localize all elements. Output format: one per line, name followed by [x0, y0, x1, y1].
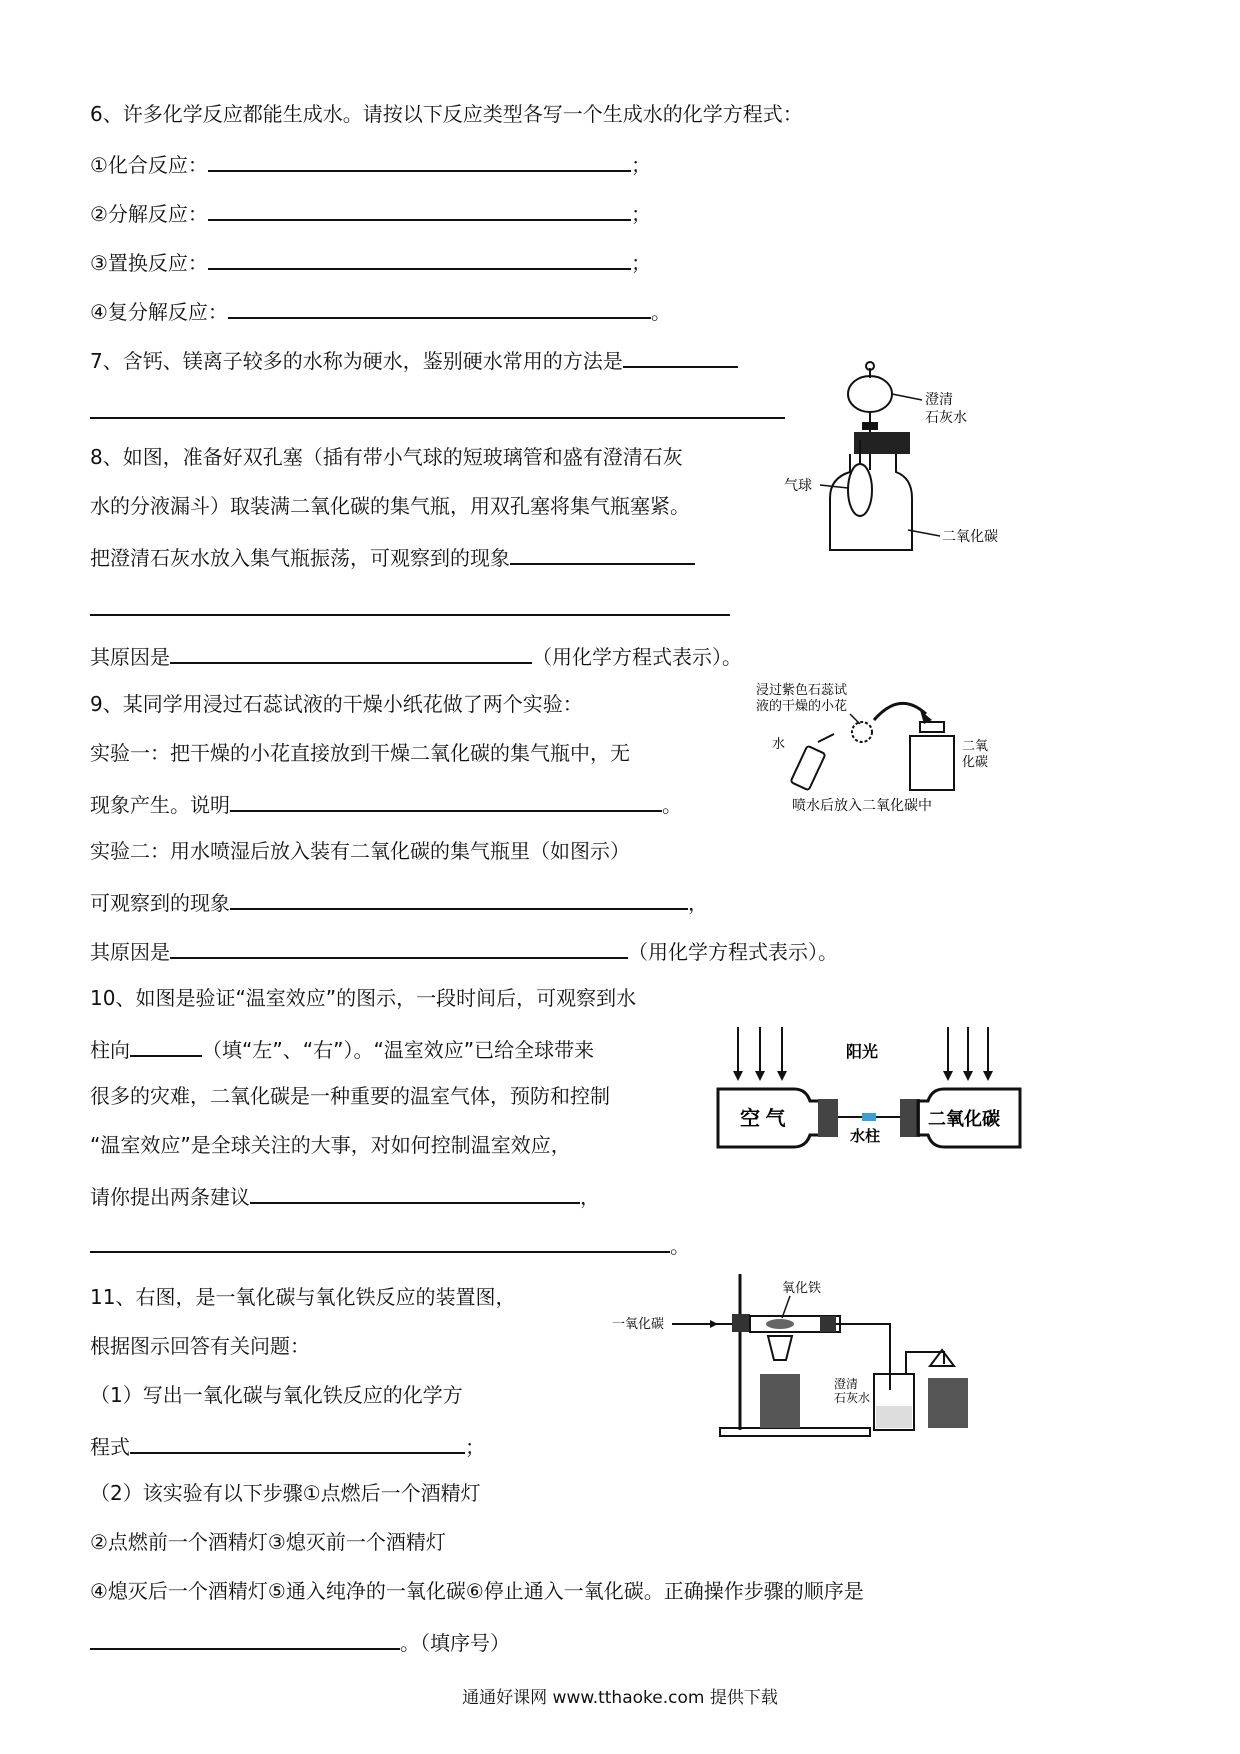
q8-line1: 8、如图，准备好双孔塞（插有带小气球的短玻璃管和盛有澄清石灰: [90, 445, 683, 469]
q6-b-blank[interactable]: [208, 197, 631, 221]
q8-figure: [784, 360, 1020, 560]
q8-reason-note: （用化学方程式表示）。: [532, 645, 742, 669]
q6-d-end: 。: [650, 300, 671, 324]
q10-fig-sunlight: 阳光: [846, 1044, 879, 1061]
q9-reason-label: 其原因是: [90, 940, 170, 964]
q11-part3: ②点燃前一个酒精灯③熄灭前一个酒精灯: [90, 1530, 446, 1554]
q10-comma: ，: [580, 1185, 600, 1209]
q9-exp1-end: 。: [662, 793, 682, 817]
q6-c-blank[interactable]: [208, 246, 631, 270]
q6-a-label: ①化合反应：: [90, 153, 208, 177]
q10-figure: [710, 1025, 1030, 1165]
q10-line2-b: （填“左”、“右”）。“温室效应”已给全球带来: [202, 1038, 595, 1062]
q6-b-semi: ；: [630, 202, 651, 226]
q10-suggestion-blank[interactable]: [250, 1180, 580, 1204]
q11-fig-co: 一氧化碳: [612, 1316, 665, 1331]
q10-line3: 很多的灾难，二氧化碳是一种重要的温室气体，预防和控制: [90, 1084, 610, 1108]
q10-line5-text: 请你提出两条建议: [90, 1185, 250, 1209]
q6-a-semi: ；: [630, 153, 651, 177]
q11-part5: [90, 1626, 510, 1657]
q11-fig-limewater-1: 澄清: [834, 1377, 859, 1391]
q9-observe-label: 可观察到的现象: [90, 891, 230, 915]
q11-part1-a: （1）写出一氧化碳与氧化铁反应的化学方: [90, 1383, 463, 1407]
q9-exp2: 实验二：用水喷湿后放入装有二氧化碳的集气瓶里（如图示）: [90, 839, 630, 863]
q8-fig-co2: 二氧化碳: [942, 528, 998, 544]
page-footer: 通通好课网 www.tthaoke.com 提供下载: [462, 1688, 778, 1708]
q6-b-label: ②分解反应：: [90, 202, 208, 226]
q8-phenomenon-blank[interactable]: [510, 541, 695, 565]
q7-blank[interactable]: [623, 344, 738, 368]
q8-line3-text: 把澄清石灰水放入集气瓶振荡，可观察到的现象: [90, 546, 510, 570]
q8-fig-limewater-2: 石灰水: [925, 409, 967, 425]
q6-c-semi: ；: [630, 251, 651, 275]
q10-line1: 10、如图是验证“温室效应”的图示，一段时间后，可观察到水: [90, 986, 637, 1010]
q9-reason: [90, 935, 838, 966]
q9-fig-co2-2: 化碳: [962, 754, 989, 769]
q6-stem: 6、许多化学反应都能生成水。请按以下反应类型各写一个生成水的化学方程式：: [90, 102, 803, 126]
q11-part5-text: 。（填序号）: [400, 1631, 510, 1655]
q10-end: 。: [670, 1234, 690, 1258]
q9-fig-flower-1: 浸过紫色石蕊试: [756, 682, 848, 697]
q8-fig-balloon: 气球: [784, 477, 812, 493]
q11-semi: ；: [465, 1435, 485, 1459]
q6-a-blank[interactable]: [208, 148, 631, 172]
q8-answer-line[interactable]: [90, 614, 730, 616]
q10-line5: [90, 1180, 600, 1211]
q9-exp1-a: 实验一：把干燥的小花直接放到干燥二氧化碳的集气瓶中，无: [90, 741, 630, 765]
q8-reason-blank[interactable]: [170, 640, 532, 664]
q11-fig-limewater-2: 石灰水: [834, 1391, 871, 1405]
q8-line3: [90, 541, 695, 572]
q10-line6: [90, 1229, 690, 1260]
q10-fig-water-column: 水柱: [850, 1128, 881, 1145]
q10-line4: “温室效应”是全球关注的大事，对如何控制温室效应，: [90, 1133, 571, 1157]
q6-d-label: ④复分解反应：: [90, 300, 228, 324]
q11-line1: 11、右图，是一氧化碳与氧化铁反应的装置图，: [90, 1285, 516, 1309]
q6-d-blank[interactable]: [228, 295, 651, 319]
q10-line2: [90, 1033, 594, 1064]
q11-part2: （2）该实验有以下步骤①点燃后一个酒精灯: [90, 1481, 481, 1505]
q9-figure: [750, 680, 1000, 815]
q9-observe: [90, 886, 708, 917]
q11-equation-blank[interactable]: [130, 1430, 465, 1454]
q9-stem: 9、某同学用浸过石蕊试液的干燥小纸花做了两个实验：: [90, 692, 583, 716]
q10-suggestion-blank-2[interactable]: [90, 1229, 670, 1253]
q11-part1-b: [90, 1430, 485, 1461]
q6-c: [90, 246, 651, 277]
q8-line4: [90, 640, 742, 671]
q8-reason-label: 其原因是: [90, 645, 170, 669]
q9-exp1-blank[interactable]: [230, 788, 662, 812]
q11-figure: [610, 1270, 990, 1440]
q9-fig-co2-1: 二氧: [962, 738, 989, 753]
q10-fig-air: 空 气: [740, 1108, 786, 1130]
q11-part4: ④熄灭后一个酒精灯⑤通入纯净的一氧化碳⑥停止通入一氧化碳。正确操作步骤的顺序是: [90, 1579, 864, 1603]
q10-direction-blank[interactable]: [130, 1033, 202, 1057]
q9-observe-end: ，: [688, 891, 708, 915]
q8-line2: 水的分液漏斗）取装满二氧化碳的集气瓶，用双孔塞将集气瓶塞紧。: [90, 494, 690, 518]
q11-part1-b-text: 程式: [90, 1435, 130, 1459]
q9-reason-blank[interactable]: [170, 935, 628, 959]
q10-line2-a: 柱向: [90, 1038, 130, 1062]
q6-c-label: ③置换反应：: [90, 251, 208, 275]
q8-fig-limewater-1: 澄清: [925, 391, 953, 407]
q7-stem-text: 7、含钙、镁离子较多的水称为硬水，鉴别硬水常用的方法是: [90, 349, 623, 373]
q9-observe-blank[interactable]: [230, 886, 688, 910]
q10-fig-co2: 二氧化碳: [928, 1109, 1000, 1129]
q7-stem: [90, 344, 738, 375]
q11-order-blank[interactable]: [90, 1626, 400, 1650]
q6-d: [90, 295, 671, 326]
q6-a: [90, 148, 651, 179]
q11-fig-fe2o3: 氧化铁: [782, 1280, 822, 1295]
q9-fig-flower-2: 液的干燥的小花: [756, 698, 848, 713]
q9-fig-water: 水: [772, 736, 786, 751]
q11-line2: 根据图示回答有关问题：: [90, 1334, 310, 1358]
q9-reason-note: （用化学方程式表示）。: [628, 940, 838, 964]
q9-exp1-b-text: 现象产生。说明: [90, 793, 230, 817]
q9-exp1-b: [90, 788, 682, 819]
q7-answer-line[interactable]: [90, 417, 785, 419]
q9-fig-caption: 喷水后放入二氧化碳中: [792, 797, 932, 813]
q6-b: [90, 197, 651, 228]
